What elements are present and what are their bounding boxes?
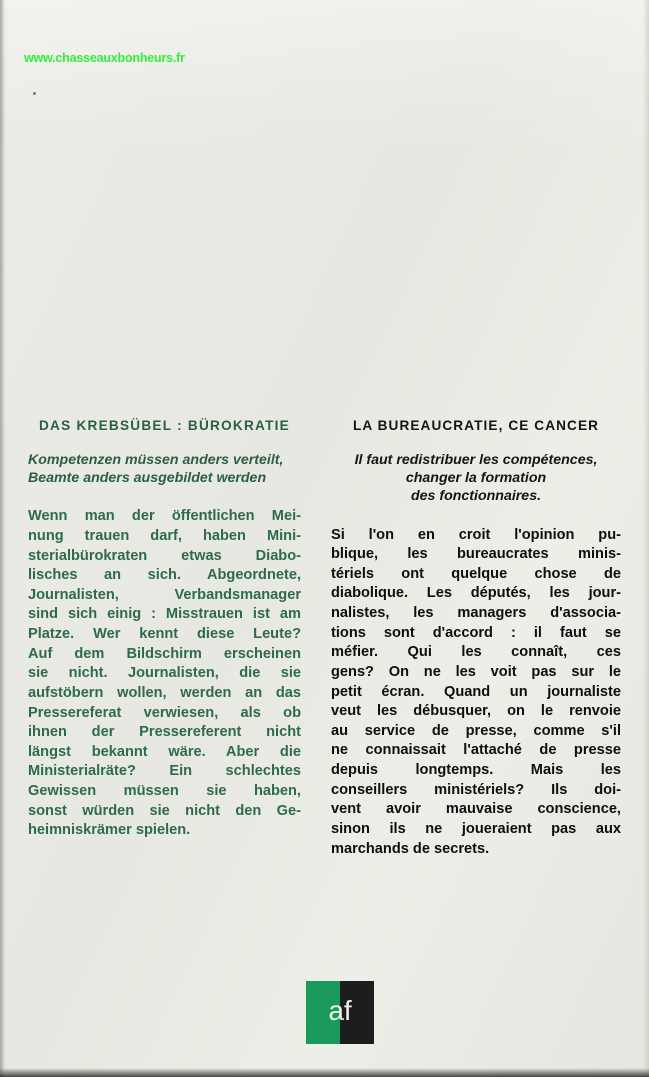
french-title: LA BUREAUCRATIE, CE CANCER: [352, 418, 600, 433]
french-body-text: [331, 526, 621, 860]
text-line: gens? On ne les voit pas sur le: [331, 663, 621, 680]
text-line: aufstöbern wollen, werden an das: [28, 684, 301, 701]
text-line: Kompetenzen müssen anders verteilt,: [28, 452, 284, 468]
text-line: veut les débusquer, on le renvoie: [331, 703, 621, 720]
text-line: sonst würden sie nicht den Ge-: [28, 802, 301, 819]
watermark-url: www.chasseauxbonheurs.fr: [24, 51, 185, 65]
text-line: conseillers ministériels? Ils doi-: [331, 781, 621, 798]
text-line: Si l'on en croit l'opinion pu-: [331, 526, 621, 543]
article-columns: [0, 418, 649, 859]
text-line: längst bekannt wäre. Aber die: [28, 743, 301, 760]
text-line: tions sont d'accord : il faut se: [331, 624, 621, 641]
german-title: DAS KREBSÜBEL : BÜROKRATIE: [38, 418, 290, 433]
text-line: sie nicht. Journalisten, die sie: [28, 665, 301, 682]
text-line: tériels ont quelque chose de: [331, 565, 621, 582]
text-line: changer la formation: [405, 470, 547, 487]
text-line: Auf dem Bildschirm erscheinen: [28, 645, 301, 662]
text-line: petit écran. Quand un journaliste: [331, 683, 621, 700]
text-line: Beamte anders ausgebildet werden: [28, 470, 267, 487]
text-line: des fonctionnaires.: [410, 488, 542, 505]
text-line: Gewissen müssen sie haben,: [28, 783, 301, 800]
text-line: heimniskrämer spielen.: [28, 822, 191, 839]
german-body-text: [28, 507, 301, 841]
text-line: marchands de secrets.: [331, 840, 490, 857]
text-line: diabolique. Les députés, les jour-: [331, 585, 621, 602]
publisher-logo: [306, 981, 374, 1044]
text-line: sterialbürokraten etwas Diabo-: [28, 547, 301, 564]
french-subtitle: [331, 451, 621, 506]
column-german: [0, 418, 325, 859]
text-line: Ministerialräte? Ein schlechtes: [28, 763, 301, 780]
text-line: Il faut redistribuer les compétences,: [354, 452, 598, 468]
german-subtitle: [28, 451, 301, 487]
text-line: Platze. Wer kennt diese Leute?: [28, 626, 301, 643]
text-line: Wenn man der öffentlichen Mei-: [28, 508, 301, 525]
text-line: nung trauen darf, haben Mini-: [28, 527, 301, 544]
text-line: depuis longtemps. Mais les: [331, 762, 621, 779]
column-french: [325, 418, 635, 859]
text-line: méfier. Qui les connaît, ces: [331, 644, 621, 661]
text-line: ihnen der Pressereferent nicht: [28, 724, 301, 741]
text-line: lisches an sich. Abgeordnete,: [28, 567, 301, 584]
logo-text: af: [328, 994, 352, 1026]
text-line: nalistes, les managers d'associa-: [331, 605, 621, 622]
scan-speck: [33, 92, 36, 95]
text-line: ne connaissait l'attaché de presse: [331, 742, 621, 759]
text-line: sinon ils ne joueraient pas aux: [331, 820, 621, 837]
text-line: Journalisten, Verbandsmanager: [28, 586, 301, 603]
text-line: au service de presse, comme s'il: [331, 722, 621, 739]
text-line: blique, les bureaucrates minis-: [331, 546, 621, 563]
text-line: sind sich einig : Misstrauen ist am: [28, 606, 301, 623]
page-bottom-scan-edge: [0, 1068, 649, 1077]
text-line: Pressereferat verwiesen, als ob: [28, 704, 301, 721]
text-line: vent avoir mauvaise conscience,: [331, 801, 621, 818]
